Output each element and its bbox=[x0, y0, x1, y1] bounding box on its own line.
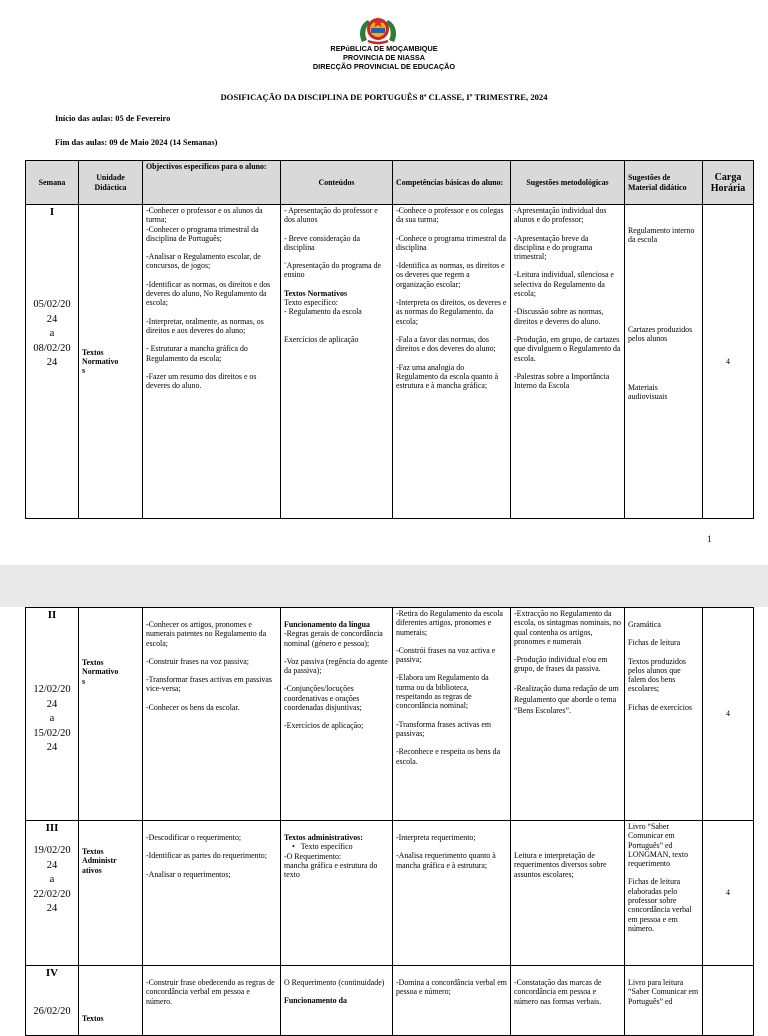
page-number: 1 bbox=[707, 534, 712, 544]
materials-cell bbox=[625, 608, 703, 821]
list-item: -Apresentação individual dos alunos e do professor; bbox=[514, 206, 607, 225]
unit-text: s bbox=[82, 366, 86, 376]
header-country: REPúBLICA DE MOÇAMBIQUE bbox=[330, 44, 438, 53]
competencies-cell bbox=[393, 205, 511, 519]
list-item: -Conhece o programa trimestral da disciplina bbox=[396, 233, 506, 252]
competencies-cell bbox=[393, 966, 511, 1036]
list-item: Textos Normativos bbox=[284, 288, 348, 298]
week-date-text: a bbox=[49, 874, 55, 885]
objectives-cell bbox=[143, 821, 281, 966]
hours-cell: 4 bbox=[703, 608, 754, 821]
list-item: -Fazer um resumo dos direitos e os deveres do aluno. bbox=[146, 371, 257, 391]
week-date-text: 05/02/20 bbox=[33, 299, 71, 310]
list-item: -Discussão sobre as normas, direitos e deveres do aluno. bbox=[514, 307, 604, 326]
header-directorate: DIRECÇÃO PROVINCIAL DE EDUCAÇÃO bbox=[312, 62, 456, 71]
list-item: O Requerimento (continuidade) bbox=[284, 978, 385, 987]
week-date-text: 24 bbox=[46, 742, 58, 753]
unit-cell bbox=[79, 205, 143, 519]
week-number: II bbox=[47, 609, 57, 621]
unit-text: s bbox=[82, 676, 86, 686]
week-dates bbox=[29, 683, 75, 756]
list-item: -Voz passiva (regência do agente da passiva); bbox=[284, 656, 388, 676]
list-item: -Realização duma redação de um Regulamento que aborde o tema “Bens Escolares”. bbox=[514, 683, 619, 715]
table-row-week-4 bbox=[26, 966, 754, 1036]
list-item: Textos administrativos: bbox=[284, 833, 363, 842]
list-item: -Conhecer os artigos, pronomes e numerais patentes no Regulamento da escola; bbox=[146, 620, 267, 648]
list-item: -Constatação das marcas de concordância em pessoa e número nas formas verbais. bbox=[514, 978, 602, 1006]
unit-text: Normativo bbox=[82, 667, 119, 677]
unit-cell bbox=[79, 608, 143, 821]
list-item: Regulamento interno da escola bbox=[628, 226, 695, 245]
hours-cell: 4 bbox=[703, 205, 754, 519]
objectives-cell bbox=[143, 966, 281, 1036]
list-item: Fichas de leitura bbox=[628, 638, 681, 648]
table-row-week-2 bbox=[26, 608, 754, 821]
list-item: Exercícios de aplicação bbox=[284, 334, 359, 344]
week-date-text: 24 bbox=[46, 313, 58, 325]
list-item: Fichas de leitura elaboradas pelo professor sobre concordância verbal em pessoa e em número. bbox=[628, 877, 692, 933]
list-item: -Identifica as normas, os direitos e os deveres que regem a organização escolar; bbox=[396, 261, 505, 289]
unit-cell bbox=[79, 821, 143, 966]
methodology-cell bbox=[511, 821, 625, 966]
end-date-line: Fim das aulas: 09 de Maio 2024 (14 Semanas) bbox=[55, 138, 218, 147]
contents-cell bbox=[281, 821, 393, 966]
unit-text: Normativo bbox=[82, 356, 119, 366]
list-item: -Construir frases na voz passiva; bbox=[146, 656, 249, 666]
list-item: -Analisa requerimento quanto à mancha gráfica e à estrutura; bbox=[396, 851, 496, 870]
list-item: Textos produzidos pelos alunos que falem dos bens escolares; bbox=[628, 656, 686, 694]
list-item: -Elabora um Regulamento da turma ou da biblioteca, respeitando as regras de concordância nominal; bbox=[396, 673, 489, 711]
unit-text: ativos bbox=[82, 865, 102, 875]
table-row-week-3 bbox=[26, 821, 754, 966]
week-date-text: 24 bbox=[46, 357, 58, 368]
header-province: PROVINCIA DE NIASSA bbox=[342, 53, 426, 62]
materials-cell bbox=[625, 205, 703, 519]
dosage-table-page2 bbox=[25, 607, 754, 1036]
list-item: -Regras gerais de concordância nominal (género e pessoa); bbox=[284, 629, 383, 648]
list-item: -Domina a concordância verbal em pessoa e número; bbox=[396, 978, 507, 997]
week-dates bbox=[29, 1005, 75, 1020]
list-item: -Faz uma analogia do Regulamento da escola quanto à estrutura e à mancha gráfica; bbox=[396, 362, 499, 391]
page-separator bbox=[0, 565, 768, 607]
list-item: -Conjunções/locuções coordenativas e orações coordenadas disjuntivas; bbox=[284, 684, 362, 713]
unit-text: Administr bbox=[82, 856, 117, 866]
week-date-text: 15/02/20 bbox=[33, 727, 71, 739]
week-cell bbox=[26, 608, 79, 821]
column-header-objectivos: Objectivos específicos para o aluno: bbox=[143, 161, 281, 205]
list-item: mancha gráfica e estrutura do texto bbox=[284, 860, 378, 880]
competencies-cell bbox=[393, 821, 511, 966]
week-date-text: a bbox=[49, 713, 55, 724]
week-date-text: 24 bbox=[46, 903, 58, 914]
list-item: -Transforma frases activas em passivas; bbox=[396, 719, 492, 738]
list-item: -Conhecer o professor e os alunos da turma; bbox=[146, 206, 263, 225]
list-item: -Extracção no Regulamento da escola, os sintagmas nominais, no qual contenha os artigos, pronomes e numerais bbox=[514, 609, 621, 646]
list-item: Livro “Saber Comunicar em Português” ed LONGMAN, texto requerimento bbox=[628, 822, 689, 869]
list-item: -Exercícios de aplicação; bbox=[284, 721, 364, 731]
week-date-text: 24 bbox=[46, 859, 58, 871]
list-item: -Produção individual e/ou em grupo, de frases da passiva. bbox=[514, 655, 608, 674]
list-item: Leitura e interpretação de requerimentos diversos sobre assuntos escolares; bbox=[514, 851, 607, 879]
list-item: - Apresentação do professor e dos alunos bbox=[284, 206, 378, 225]
column-header-metodologias: Sugestões metodológicas bbox=[511, 161, 625, 205]
list-item: -Transformar frases activas em passivas vice-versa; bbox=[146, 675, 272, 694]
list-item: -Conhecer os bens da escolar. bbox=[146, 702, 240, 712]
list-item: -Retira do Regulamento da escola diferentes artigos, pronomes e numerais; bbox=[396, 609, 503, 637]
week-number: I bbox=[49, 206, 55, 218]
list-item: -Identificar as partes do requerimento; bbox=[146, 851, 267, 861]
start-date-line: Início das aulas: 05 de Fevereiro bbox=[55, 114, 171, 123]
list-item: Cartazes produzidos pelos alunos bbox=[628, 324, 693, 343]
unit-text: Textos bbox=[82, 1014, 104, 1023]
competencies-cell bbox=[393, 608, 511, 821]
document-title: DOSIFICAÇÃO DA DISCIPLINA DE PORTUGUÊS 8ª CLASSE, Iº TRIMESTRE, 2024 bbox=[220, 92, 548, 102]
contents-cell bbox=[281, 966, 393, 1036]
unit-cell bbox=[79, 966, 143, 1036]
list-item: -Identificar as normas, os direitos e dos deveres do aluno, No Regulamento da escola; bbox=[146, 279, 271, 308]
objectives-cell bbox=[143, 205, 281, 519]
column-header-material: Sugestões de Material didático bbox=[625, 161, 703, 205]
week-dates bbox=[29, 298, 75, 371]
list-item: - Regulamento da escola bbox=[284, 307, 362, 317]
mozambique-emblem-icon bbox=[356, 14, 400, 46]
list-item: -Constrói frases na voz activa e passiva; bbox=[396, 645, 496, 665]
week-date-text: 22/02/20 bbox=[33, 888, 71, 900]
week-cell bbox=[26, 205, 79, 519]
column-header-conteudos: Conteúdos bbox=[281, 161, 393, 205]
list-item: -Interpretar, oralmente, as normas, os direitos e aos deveres do aluno; bbox=[146, 316, 264, 335]
methodology-cell bbox=[511, 966, 625, 1036]
week-date-text: 19/02/20 bbox=[33, 845, 71, 856]
list-item: -Fala a favor das normas, dos direitos e dos deveres do aluno; bbox=[396, 334, 496, 354]
week-date-text: 12/02/20 bbox=[33, 684, 71, 695]
list-item: Funcionamento da bbox=[284, 996, 347, 1006]
list-item: -Palestras sobre a Importância Interno da Escola bbox=[514, 371, 610, 391]
column-header-competencias: Competências básicas do aluno: bbox=[393, 161, 511, 205]
list-item: -Interpreta requerimento; bbox=[396, 833, 476, 842]
list-item: Livro para leitura “Saber Comunicar em Português” ed bbox=[628, 978, 699, 1006]
week-date-text: 08/02/20 bbox=[33, 342, 71, 354]
list-item: Gramática bbox=[628, 620, 661, 629]
list-item: Funcionamento da língua bbox=[284, 620, 370, 629]
list-item: -Analisar o requerimentos; bbox=[146, 869, 231, 879]
unit-text: Textos bbox=[82, 658, 104, 667]
week-dates bbox=[29, 844, 75, 917]
unit-text: Textos bbox=[82, 347, 104, 357]
table-row-week-1 bbox=[26, 205, 754, 519]
list-item: -Leitura individual, silenciosa e selectiva do Regulamento da escola; bbox=[514, 270, 614, 299]
week-cell bbox=[26, 966, 79, 1036]
week-number: III bbox=[45, 822, 59, 834]
contents-cell bbox=[281, 205, 393, 519]
list-item: - Breve consideração da disciplina bbox=[284, 233, 361, 252]
unit-text: Textos bbox=[82, 847, 104, 856]
week-date-text: 26/02/20 bbox=[33, 1006, 71, 1017]
week-date-text: 24 bbox=[46, 698, 58, 710]
materials-cell bbox=[625, 821, 703, 966]
list-item: -Construir frase obedecendo as regras de concordância verbal em pessoa e número. bbox=[146, 978, 275, 1006]
week-number: IV bbox=[45, 967, 59, 979]
list-item: Fichas de exercícios bbox=[628, 702, 692, 712]
list-item: Materiais audiovisuais bbox=[628, 383, 668, 402]
list-item: -Apresentação breve da disciplina e do programa trimestral; bbox=[514, 233, 593, 262]
week-date-text: a bbox=[49, 328, 55, 339]
table-header-row bbox=[26, 161, 754, 205]
week-cell bbox=[26, 821, 79, 966]
hours-cell: 4 bbox=[703, 821, 754, 966]
list-item: Texto específico: bbox=[284, 298, 339, 308]
dosage-table-page1 bbox=[25, 160, 754, 519]
list-item: -Produção, em grupo, de cartazes que divulguem o Regulamento da escola. bbox=[514, 334, 621, 363]
list-item: -Descodificar o requerimento; bbox=[146, 833, 242, 842]
list-item: -Reconhece e respeita os bens da escola. bbox=[396, 747, 501, 766]
objectives-cell bbox=[143, 608, 281, 821]
column-header-carga: Carga Horária bbox=[703, 161, 754, 205]
list-item: -Conhece o professor e os colegas da sua turma; bbox=[396, 206, 504, 225]
column-header-semana: Semana bbox=[26, 161, 79, 205]
column-header-unidade: Unidade Didáctica bbox=[79, 161, 143, 205]
hours-cell bbox=[703, 966, 754, 1036]
list-item: -Interpreta os direitos, os deveres e as normas do Regulamento. da escola; bbox=[396, 298, 507, 326]
list-item: -Analisar o Regulamento escolar, de concursos, de jogos; bbox=[146, 252, 261, 271]
list-item: ¨Apresentação do programa de ensino bbox=[284, 261, 382, 280]
materials-cell bbox=[625, 966, 703, 1036]
contents-cell bbox=[281, 608, 393, 821]
methodology-cell bbox=[511, 608, 625, 821]
list-item: -O Requerimento: bbox=[284, 851, 342, 861]
list-item: - Estruturar a mancha gráfica do Regulamento da escola; bbox=[146, 344, 248, 363]
list-item: -Conhecer o programa trimestral da disciplina de Português; bbox=[146, 224, 259, 243]
list-item: • Texto específico bbox=[284, 842, 389, 851]
methodology-cell bbox=[511, 205, 625, 519]
